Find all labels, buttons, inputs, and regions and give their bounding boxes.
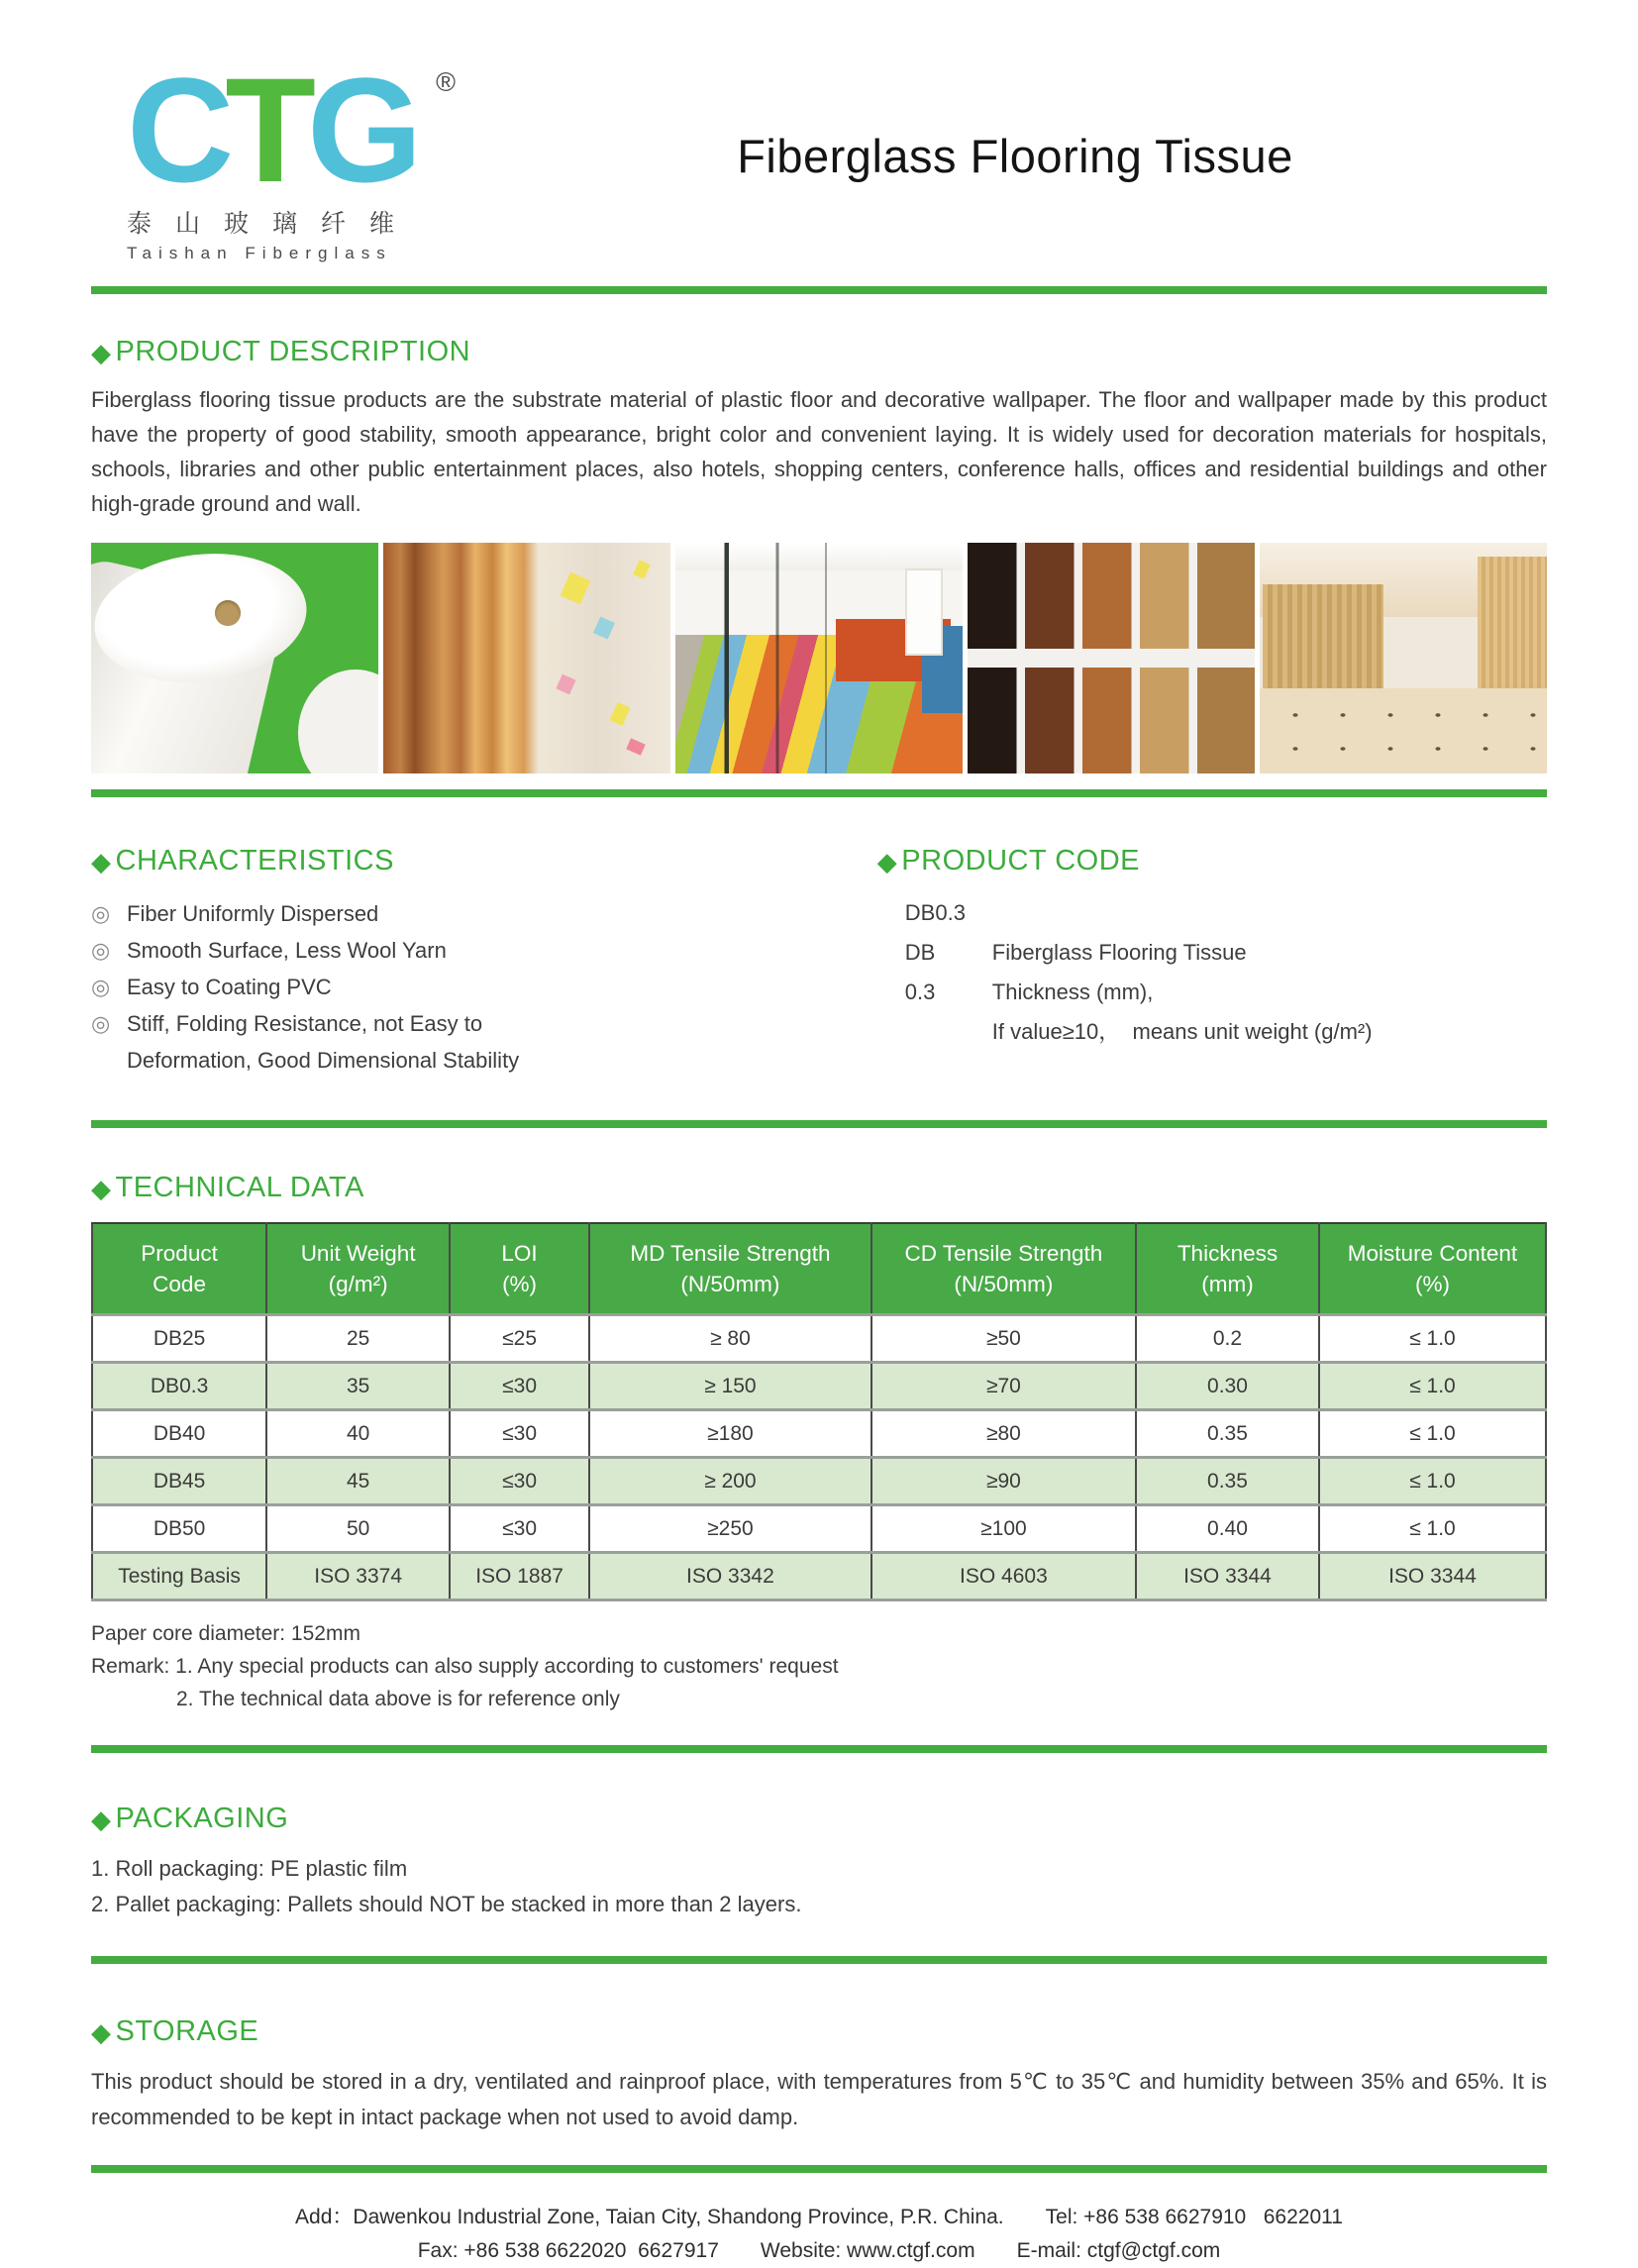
diamond-icon: ◆ (91, 2016, 112, 2047)
table-cell: ≥ 200 (589, 1458, 871, 1505)
heading-label: CHARACTERISTICS (115, 845, 394, 876)
column-header: LOI (%) (450, 1223, 589, 1315)
characteristic-item (91, 932, 566, 969)
table-cell: ≥ 80 (589, 1315, 871, 1363)
characteristic-text: Smooth Surface, Less Wool Yarn (127, 938, 447, 963)
ring-bullet-icon: ◎ (91, 901, 111, 926)
product-description-section (91, 336, 1547, 521)
table-cell: ≤ 1.0 (1319, 1458, 1546, 1505)
email-text: E-mail: ctgf@ctgf.com (1016, 2239, 1221, 2262)
table-cell: 45 (266, 1458, 450, 1505)
mosaic-chip (633, 560, 650, 578)
address-text: Add：Dawenkou Industrial Zone, Taian City, Shandong Province, P.R. China. (295, 2206, 1004, 2228)
code-definition-row (905, 973, 1547, 1012)
remark-line-1: Remark: 1. Any special products can also supply according to customers' request (91, 1655, 839, 1678)
logo-letter-t: T (225, 47, 307, 213)
technical-data-section (91, 1172, 1547, 1715)
characteristics-list (91, 895, 877, 1079)
diamond-icon: ◆ (91, 1173, 112, 1203)
column-header: Unit Weight (g/m²) (266, 1223, 450, 1315)
characteristics-column (91, 845, 877, 1079)
table-cell: 35 (266, 1363, 450, 1410)
table-cell: DB50 (92, 1505, 266, 1553)
ctg-logo (127, 47, 483, 263)
table-cell: DB45 (92, 1458, 266, 1505)
table-cell: ≤ 1.0 (1319, 1410, 1546, 1458)
characteristic-item (91, 895, 566, 932)
footer-line-1 (91, 2201, 1547, 2234)
website-text: Website: www.ctgf.com (760, 2239, 975, 2262)
table-header-row (92, 1223, 1546, 1315)
table-cell: ≤30 (450, 1458, 589, 1505)
code-definition-row (905, 933, 1547, 973)
diamond-icon: ◆ (91, 1804, 112, 1834)
heading-label: TECHNICAL DATA (115, 1172, 364, 1203)
table-cell: 0.35 (1136, 1410, 1319, 1458)
table-cell: ISO 1887 (450, 1553, 589, 1600)
paper-core-note: Paper core diameter: 152mm (91, 1622, 360, 1645)
table-cell: ≥ 150 (589, 1363, 871, 1410)
table-cell: ≤30 (450, 1505, 589, 1553)
table-cell: ≤25 (450, 1315, 589, 1363)
column-header: Moisture Content (%) (1319, 1223, 1546, 1315)
table-cell: ≤ 1.0 (1319, 1363, 1546, 1410)
table-cell: ≥180 (589, 1410, 871, 1458)
mosaic-chip (560, 571, 590, 604)
tel-text: Tel: +86 538 6627910 6622011 (1045, 2206, 1343, 2228)
packaging-item: 1. Roll packaging: PE plastic film (91, 1856, 408, 1881)
section-divider (91, 2165, 1547, 2173)
heading-label: PRODUCT CODE (901, 845, 1141, 876)
packaging-list (91, 1851, 1547, 1922)
mosaic-chip (593, 616, 615, 639)
characteristic-item (91, 1005, 566, 1079)
mosaic-chip (556, 674, 575, 695)
technical-data-heading (91, 1172, 1547, 1204)
table-row (92, 1553, 1546, 1600)
code-note: If value≥10， means unit weight (g/m²) (991, 1019, 1373, 1044)
column-header: Thickness (mm) (1136, 1223, 1319, 1315)
packaging-section (91, 1803, 1547, 1922)
corridor-glass-frames (675, 543, 963, 773)
section-divider (91, 286, 1547, 294)
table-cell: DB25 (92, 1315, 266, 1363)
characteristics-productcode-section (91, 845, 1547, 1079)
room-left-wall (1263, 584, 1383, 695)
table-cell: ISO 4603 (871, 1553, 1136, 1600)
table-row (92, 1363, 1546, 1410)
table-row (92, 1315, 1546, 1363)
table-cell: DB40 (92, 1410, 266, 1458)
characteristic-text: Fiber Uniformly Dispersed (127, 901, 379, 926)
footer-line-2 (91, 2234, 1547, 2268)
table-cell: ISO 3374 (266, 1553, 450, 1600)
table-cell: 0.35 (1136, 1458, 1319, 1505)
storage-section (91, 2015, 1547, 2135)
table-cell: 40 (266, 1410, 450, 1458)
packaging-item: 2. Pallet packaging: Pallets should NOT be stacked in more than 2 layers. (91, 1892, 802, 1916)
table-cell: ISO 3342 (589, 1553, 871, 1600)
table-cell: ≥250 (589, 1505, 871, 1553)
storage-heading (91, 2015, 1547, 2048)
room-floor (1260, 688, 1547, 773)
fax-text: Fax: +86 538 6622020 6627917 (417, 2239, 719, 2262)
storage-body: This product should be stored in a dry, ventilated and rainproof place, with temperatures from 5℃ to 35℃ and humidity between 35% and 65%. It is recommended to be kept in intact package when not used to avoid damp. (91, 2069, 1547, 2129)
characteristic-text: Stiff, Folding Resistance, not Easy to Deformation, Good Dimensional Stability (127, 1011, 520, 1073)
code-meaning: Fiberglass Flooring Tissue (991, 940, 1247, 965)
product-description-heading (91, 336, 1547, 368)
mosaic-chip (626, 739, 645, 756)
logo-letter-c: C (127, 47, 226, 213)
product-code-value: DB0.3 (904, 900, 966, 925)
table-cell: ≤30 (450, 1410, 589, 1458)
logo-letter-g: G (306, 47, 414, 213)
remark-line-2: 2. The technical data above is for reference only (176, 1688, 620, 1710)
characteristic-text: Easy to Coating PVC (127, 975, 332, 999)
heading-label: PRODUCT DESCRIPTION (115, 336, 471, 367)
table-cell: ISO 3344 (1319, 1553, 1546, 1600)
table-cell: ≤30 (450, 1363, 589, 1410)
technical-data-table (91, 1222, 1547, 1601)
table-cell: ≤ 1.0 (1319, 1505, 1546, 1553)
footer-contact (91, 2201, 1547, 2268)
table-cell: Testing Basis (92, 1553, 266, 1600)
photo-wood-samples (968, 543, 1255, 773)
table-cell: 50 (266, 1505, 450, 1553)
heading-label: STORAGE (115, 2015, 259, 2047)
column-header: MD Tensile Strength (N/50mm) (589, 1223, 871, 1315)
logo-english-name: Taishan Fiberglass (127, 244, 392, 262)
ring-bullet-icon: ◎ (91, 938, 111, 963)
table-cell: ≥70 (871, 1363, 1136, 1410)
diamond-icon: ◆ (91, 846, 112, 876)
photo-wood-room (1260, 543, 1547, 773)
characteristic-item (91, 969, 566, 1005)
table-notes (91, 1617, 1547, 1715)
section-divider (91, 789, 1547, 797)
section-divider (91, 1120, 1547, 1128)
table-row (92, 1505, 1546, 1553)
product-code-heading (877, 845, 1547, 877)
diamond-icon: ◆ (876, 846, 898, 876)
diamond-icon: ◆ (91, 337, 112, 367)
code-key: 0.3 (904, 979, 936, 1004)
product-code-column (877, 845, 1547, 1079)
table-cell: ≥100 (871, 1505, 1136, 1553)
code-meaning: Thickness (mm), (991, 979, 1154, 1004)
column-header: Product Code (92, 1223, 266, 1315)
roll-back-shape (298, 670, 378, 773)
room-right-wall (1478, 557, 1547, 709)
roll-core-hole (215, 600, 241, 626)
heading-label: PACKAGING (115, 1803, 289, 1834)
product-code-block (905, 893, 1547, 1052)
code-key: DB (904, 940, 936, 965)
section-divider (91, 1956, 1547, 1964)
table-cell: ≤ 1.0 (1319, 1315, 1546, 1363)
table-cell: ISO 3344 (1136, 1553, 1319, 1600)
table-cell: 0.30 (1136, 1363, 1319, 1410)
table-cell: ≥90 (871, 1458, 1136, 1505)
table-cell: ≥80 (871, 1410, 1136, 1458)
section-divider (91, 1745, 1547, 1753)
packaging-heading (91, 1803, 1547, 1835)
photo-fiberglass-roll (91, 543, 378, 773)
photo-colorful-corridor (675, 543, 963, 773)
photo-strip (91, 543, 1547, 773)
table-cell: 0.2 (1136, 1315, 1319, 1363)
ring-bullet-icon: ◎ (91, 975, 111, 999)
table-row (92, 1458, 1546, 1505)
page-title: Fiberglass Flooring Tissue (737, 130, 1293, 182)
table-cell: DB0.3 (92, 1363, 266, 1410)
table-cell: 0.40 (1136, 1505, 1319, 1553)
characteristics-heading (91, 845, 877, 877)
product-description-body: Fiberglass flooring tissue products are the substrate material of plastic floor and decorative wallpaper. The floor and wallpaper made by this product have the property of good stability, smooth appearance, bright color and convenient laying. It is widely used for decoration materials for hospitals, schools, libraries and other public entertainment places, also hotels, shopping centers, conference halls, offices and residential buildings and other high-grade ground and wall. (91, 387, 1547, 516)
table-cell: ≥50 (871, 1315, 1136, 1363)
table-row (92, 1410, 1546, 1458)
table-cell: 25 (266, 1315, 450, 1363)
registered-trademark-icon: ® (436, 67, 456, 97)
column-header: CD Tensile Strength (N/50mm) (871, 1223, 1136, 1315)
mosaic-chip (610, 702, 631, 726)
ring-bullet-icon: ◎ (91, 1011, 111, 1036)
photo-flooring-rolls (383, 543, 670, 773)
header (91, 0, 1547, 263)
logo-chinese-name: 泰山玻璃纤维 (127, 210, 419, 238)
ctg-logo-word (127, 47, 483, 213)
